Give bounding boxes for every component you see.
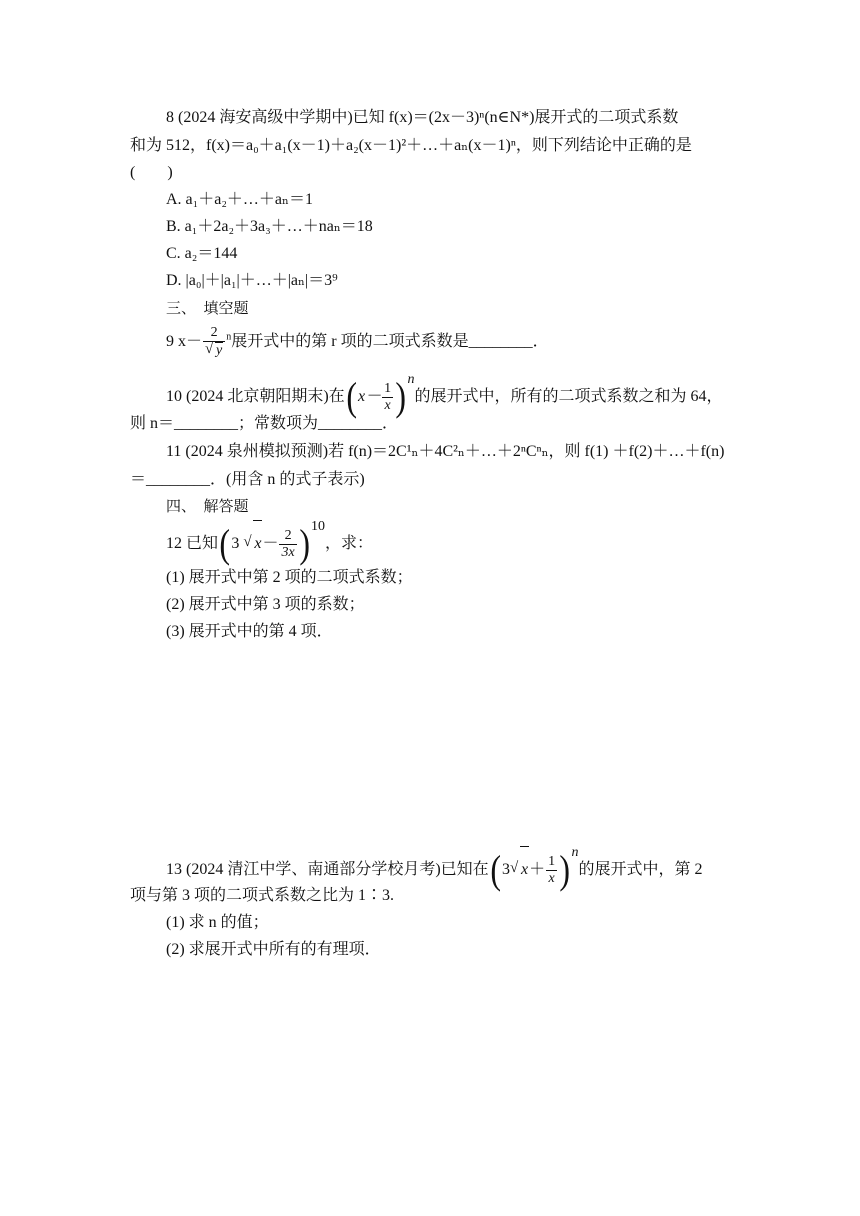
q9-fraction xyxy=(203,325,225,359)
q12-fraction xyxy=(279,528,296,561)
q13-part2: (2) 求展开式中所有的有理项． xyxy=(166,941,381,958)
q9-numerator: 2 xyxy=(203,325,225,342)
q9-exponent: n xyxy=(226,331,232,343)
q8-option-d: D. |a₀|＋|a₁|＋…＋|aₙ|＝3⁹ xyxy=(166,272,338,289)
q12-radicand: √ x xyxy=(253,520,262,567)
q8-option-b: B. a₁＋2a₂＋3a₃＋…＋naₙ＝18 xyxy=(166,218,373,235)
q11-line2: ＝________．(用含 n 的式子表示) xyxy=(130,471,365,488)
q8-line1: 8 (2024 海安高级中学期中)已知 f(x)＝(2x－3)ⁿ(n∈N*)展开式的二项式系数 xyxy=(166,109,679,126)
q13-fraction xyxy=(546,854,557,887)
q12-exponent: 10 xyxy=(311,518,326,534)
q11-line1: 11 (2024 泉州模拟预测)若 f(n)＝2C¹ₙ＋4C²ₙ＋…＋2ⁿCⁿₙ，则 f(1) ＋f(2)＋…＋f(n) xyxy=(166,443,725,460)
q13-prefix: 13 (2024 清江中学、南通部分学校月考)已知在 xyxy=(166,861,489,878)
q12-denominator: 3x xyxy=(281,544,295,560)
q10-exponent: n xyxy=(407,371,415,387)
q10-denominator: x xyxy=(384,397,391,413)
q8-option-c: C. a₂＝144 xyxy=(166,245,238,262)
q12-minus: － xyxy=(262,535,279,552)
q9-prefix: 9 x－ xyxy=(166,333,203,350)
q10-suffix: 的展开式中，所有的二项式系数之和为 64， xyxy=(414,388,723,405)
q10-fraction xyxy=(382,381,393,414)
q13-suffix: 的展开式中，第 2 xyxy=(578,861,703,878)
q9-denominator: √ y xyxy=(215,342,223,359)
q13-numerator: 1 xyxy=(548,853,556,869)
q12-part3: (3) 展开式中的第 4 项． xyxy=(166,623,333,640)
q12-part2: (2) 展开式中第 3 项的系数； xyxy=(166,596,365,613)
section-fill-in-heading: 三、 填空题 xyxy=(166,299,249,317)
q12-suffix: ，求： xyxy=(325,535,374,552)
section-answer-heading: 四、 解答题 xyxy=(166,497,249,515)
q13-plus: ＋ xyxy=(529,861,546,878)
q13-exponent: n xyxy=(571,844,579,860)
q12-prefix: 12 已知 xyxy=(166,535,219,552)
q10-numerator: 1 xyxy=(384,380,392,396)
q9-suffix: 展开式中的第 r 项的二项式系数是________． xyxy=(231,333,549,350)
q9 xyxy=(166,324,549,360)
q13-part1: (1) 求 n 的值； xyxy=(166,914,269,931)
q12-coefficient: 3 xyxy=(231,535,240,552)
q8-line3: ( ) xyxy=(130,164,173,181)
q10-line1: 10 (2024 北京朝阳期末)在(x－ $\frac{1}{x}$ )$^n$的展开式中，所有的二项式系数之和为 64， xyxy=(166,371,723,420)
q13-coefficient: 3 xyxy=(502,861,510,878)
q10-prefix: 10 (2024 北京朝阳期末)在 xyxy=(166,388,345,405)
q10-x: x－ xyxy=(358,388,382,405)
q13-denominator: x xyxy=(548,870,555,886)
q13-line1: 13 (2024 清江中学、南通部分学校月考)已知在(3√ x＋ $\frac{1}{x}$ )$^n$的展开式中，第 2 xyxy=(166,846,702,893)
q13-radicand: √ x xyxy=(520,846,529,893)
q10-line2: 则 n＝________；常数项为________． xyxy=(130,415,399,432)
q13-line2: 项与第 3 项的二项式系数之比为 1∶3. xyxy=(130,887,395,904)
q8-line2: 和为 512，f(x)＝a₀＋a₁(x－1)＋a₂(x－1)²＋…＋aₙ(x－1)ⁿ，则下列结论中正确的是 xyxy=(130,137,692,154)
q8-option-a: A. a₁＋a₂＋…＋aₙ＝1 xyxy=(166,191,313,208)
q12-part1: (1) 展开式中第 2 项的二项式系数； xyxy=(166,569,413,586)
q12-line1: 12 已知(3 √ x－ $\frac{2}{3x}$ )$^{10}$，求： xyxy=(166,520,373,567)
q12-numerator: 2 xyxy=(279,528,296,545)
